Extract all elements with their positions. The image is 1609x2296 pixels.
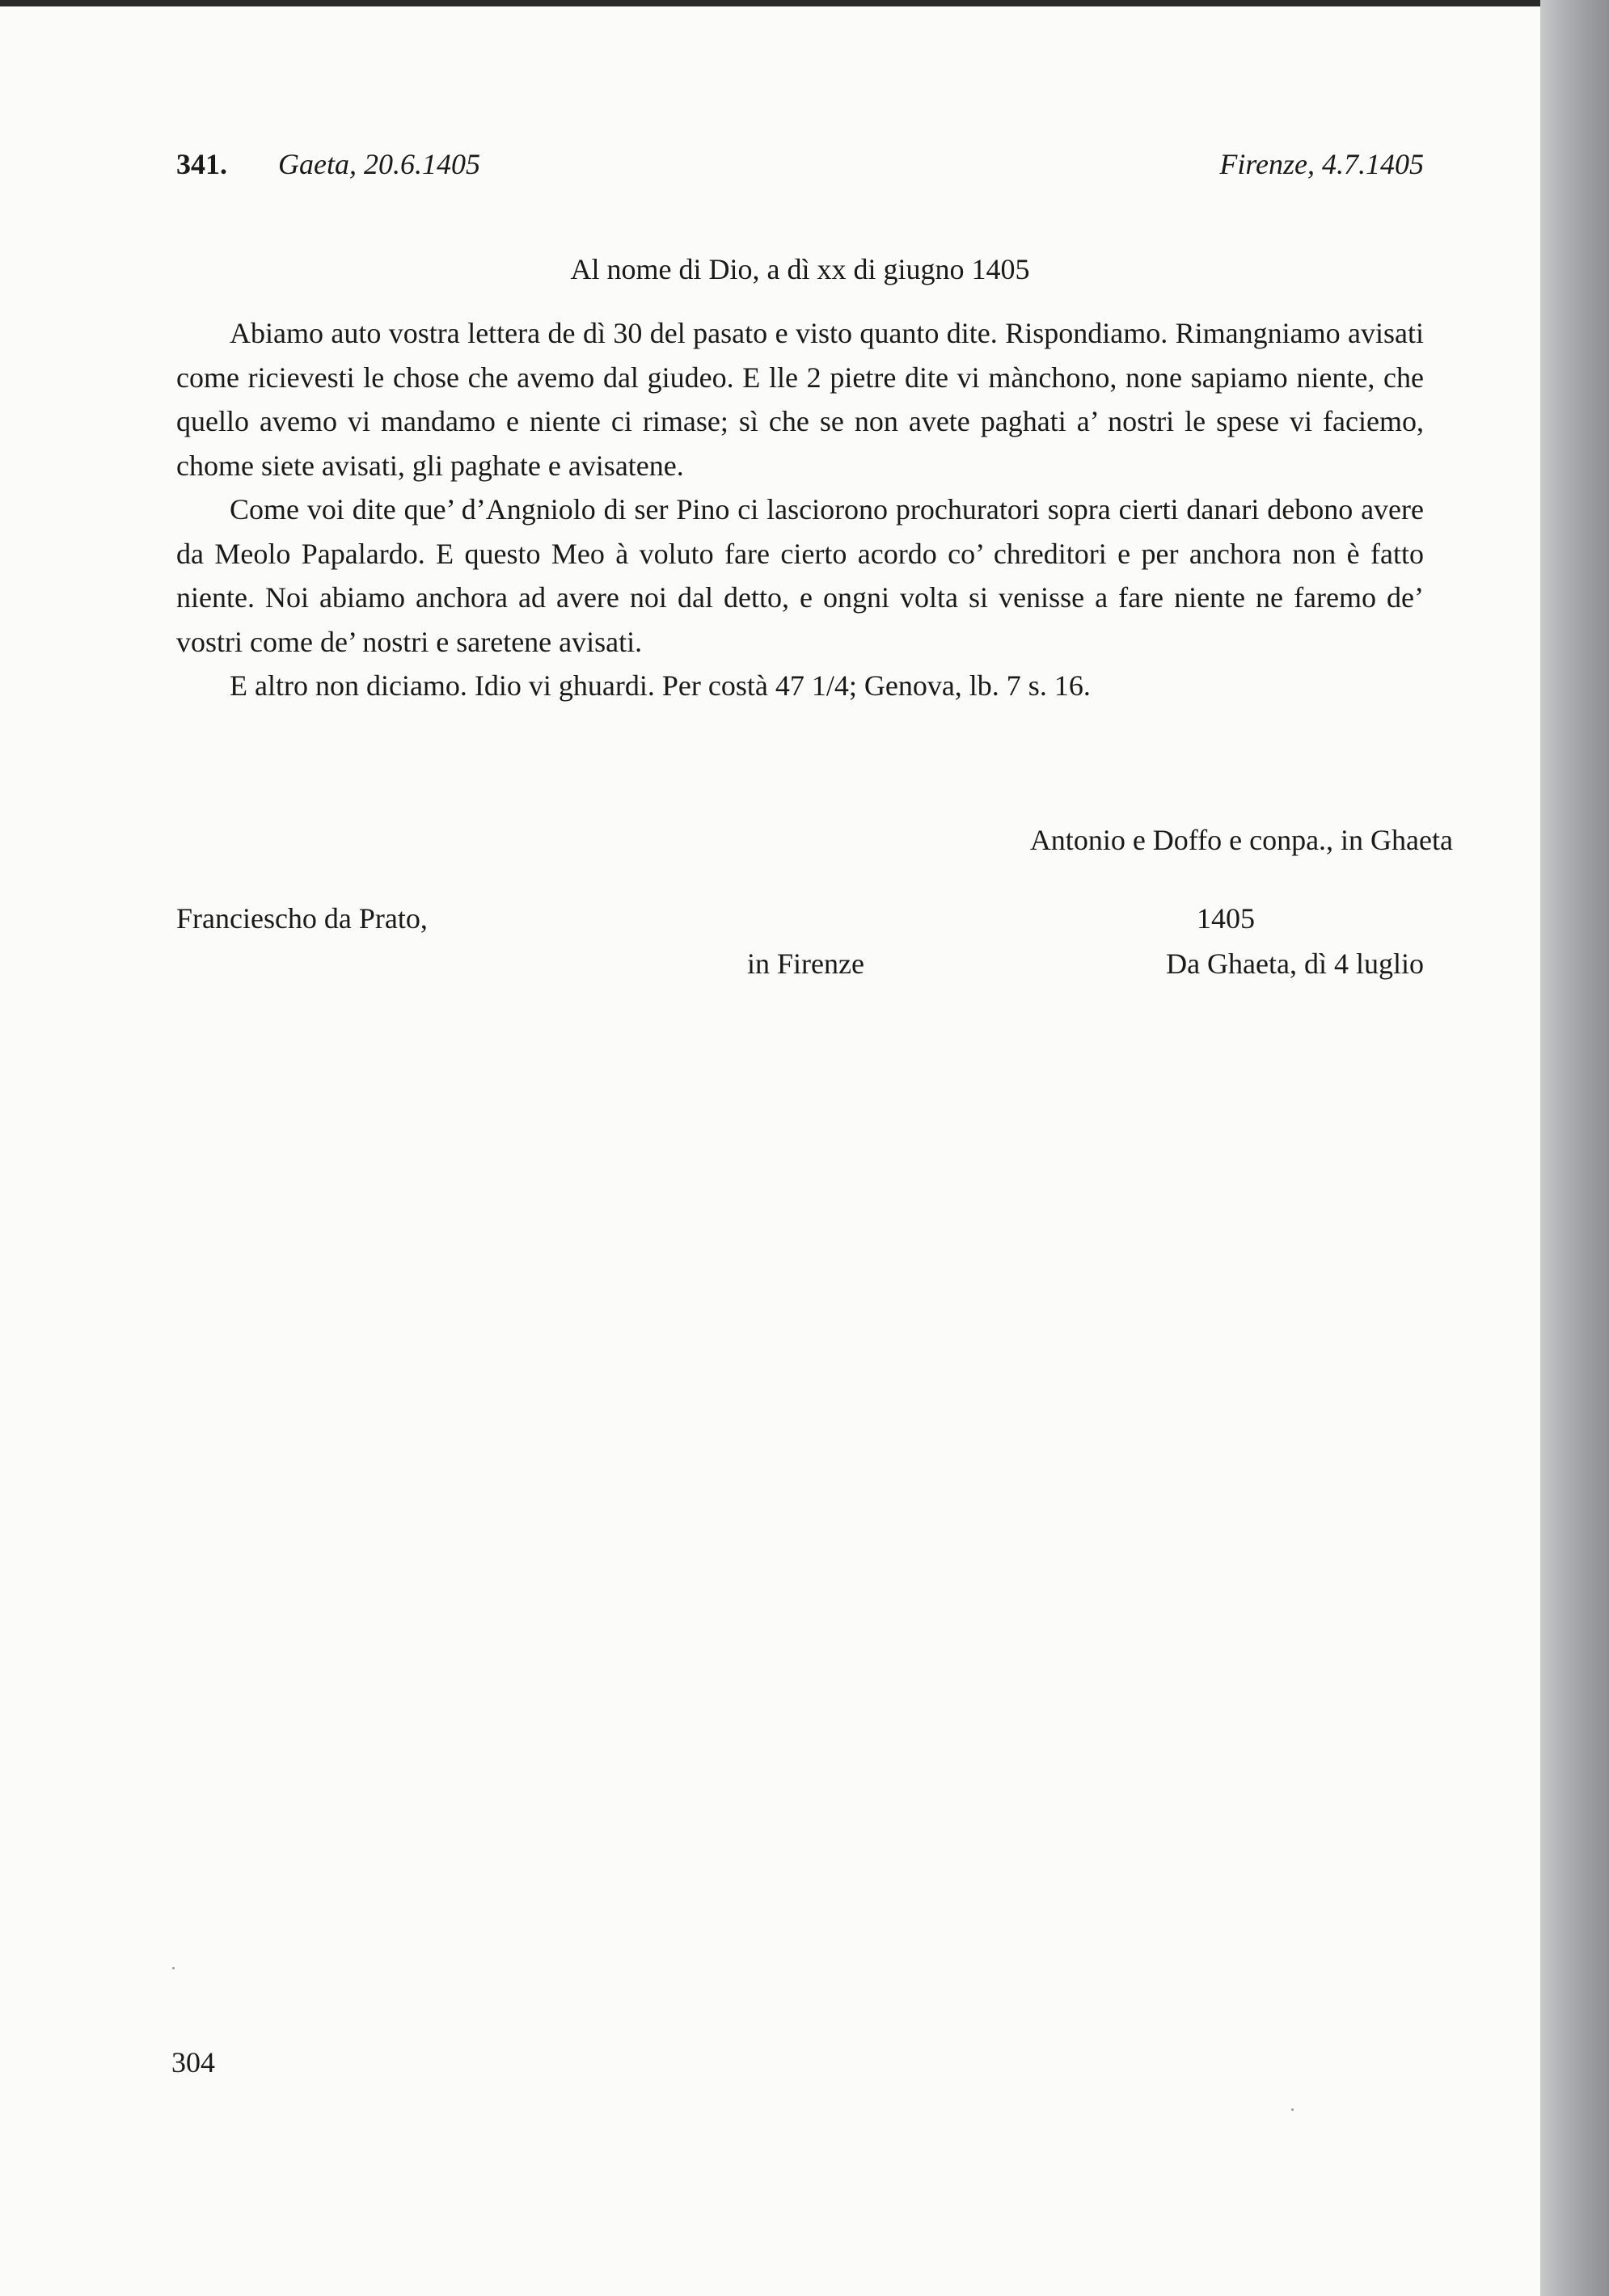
salutation: Al nome di Dio, a dì xx di giugno 1405 [570,253,1030,285]
signature: Antonio e Doffo e conpa., in Ghaeta [1029,824,1453,856]
address-year: 1405 [1197,902,1255,935]
dispatch-date: Da Ghaeta, dì 4 luglio [1166,948,1424,980]
paper-speck [172,1967,175,1969]
paragraph: E altro non diciamo. Idio vi ghuardi. Per costà 47 1/4; Genova, lb. 7 s. 16. [230,669,1091,702]
paragraph: Abiamo auto vostra lettera de dì 30 del pasato e visto quanto dite. Rispondiamo. Rimangniamo avisati come ricievesti le chose che avemo dal giudeo. E lle 2 pietre dite vi mànchono, none sapiamo niente, che quello avemo vi mandamo e niente ci rimase; sì che se non avete paghati a’ nostri le spese vi faciemo, chome siete avisati, gli paghate e avisatene. [176,317,1424,482]
paragraph: Come voi dite que’ d’Angniolo di ser Pino ci lasciorono prochuratori sopra cierti danari debono avere da Meolo Papalardo. E questo Meo à voluto fare cierto acordo co’ chreditori e per anchora non è fatto niente. Noi abiamo anchora ad avere noi dal detto, e ongni volta si venisse a fare niente ne faremo de’ vostri come de’ nostri e saretene avisati. [176,493,1424,658]
addressee: Franciescho da Prato, [176,902,428,935]
document-number: 341. [176,148,227,180]
destination-place-date: Firenze, 4.7.1405 [1219,148,1424,180]
page-number: 304 [171,2046,215,2079]
letter-header [176,147,1424,188]
scan-top-shadow [0,0,1609,6]
origin-place-date: Gaeta, 20.6.1405 [278,148,480,180]
address-block [176,901,1424,990]
page-edge-shadow [1540,0,1609,2296]
address-place: in Firenze [747,948,864,980]
paper-speck [1291,2108,1294,2111]
letter-body [176,311,1424,708]
